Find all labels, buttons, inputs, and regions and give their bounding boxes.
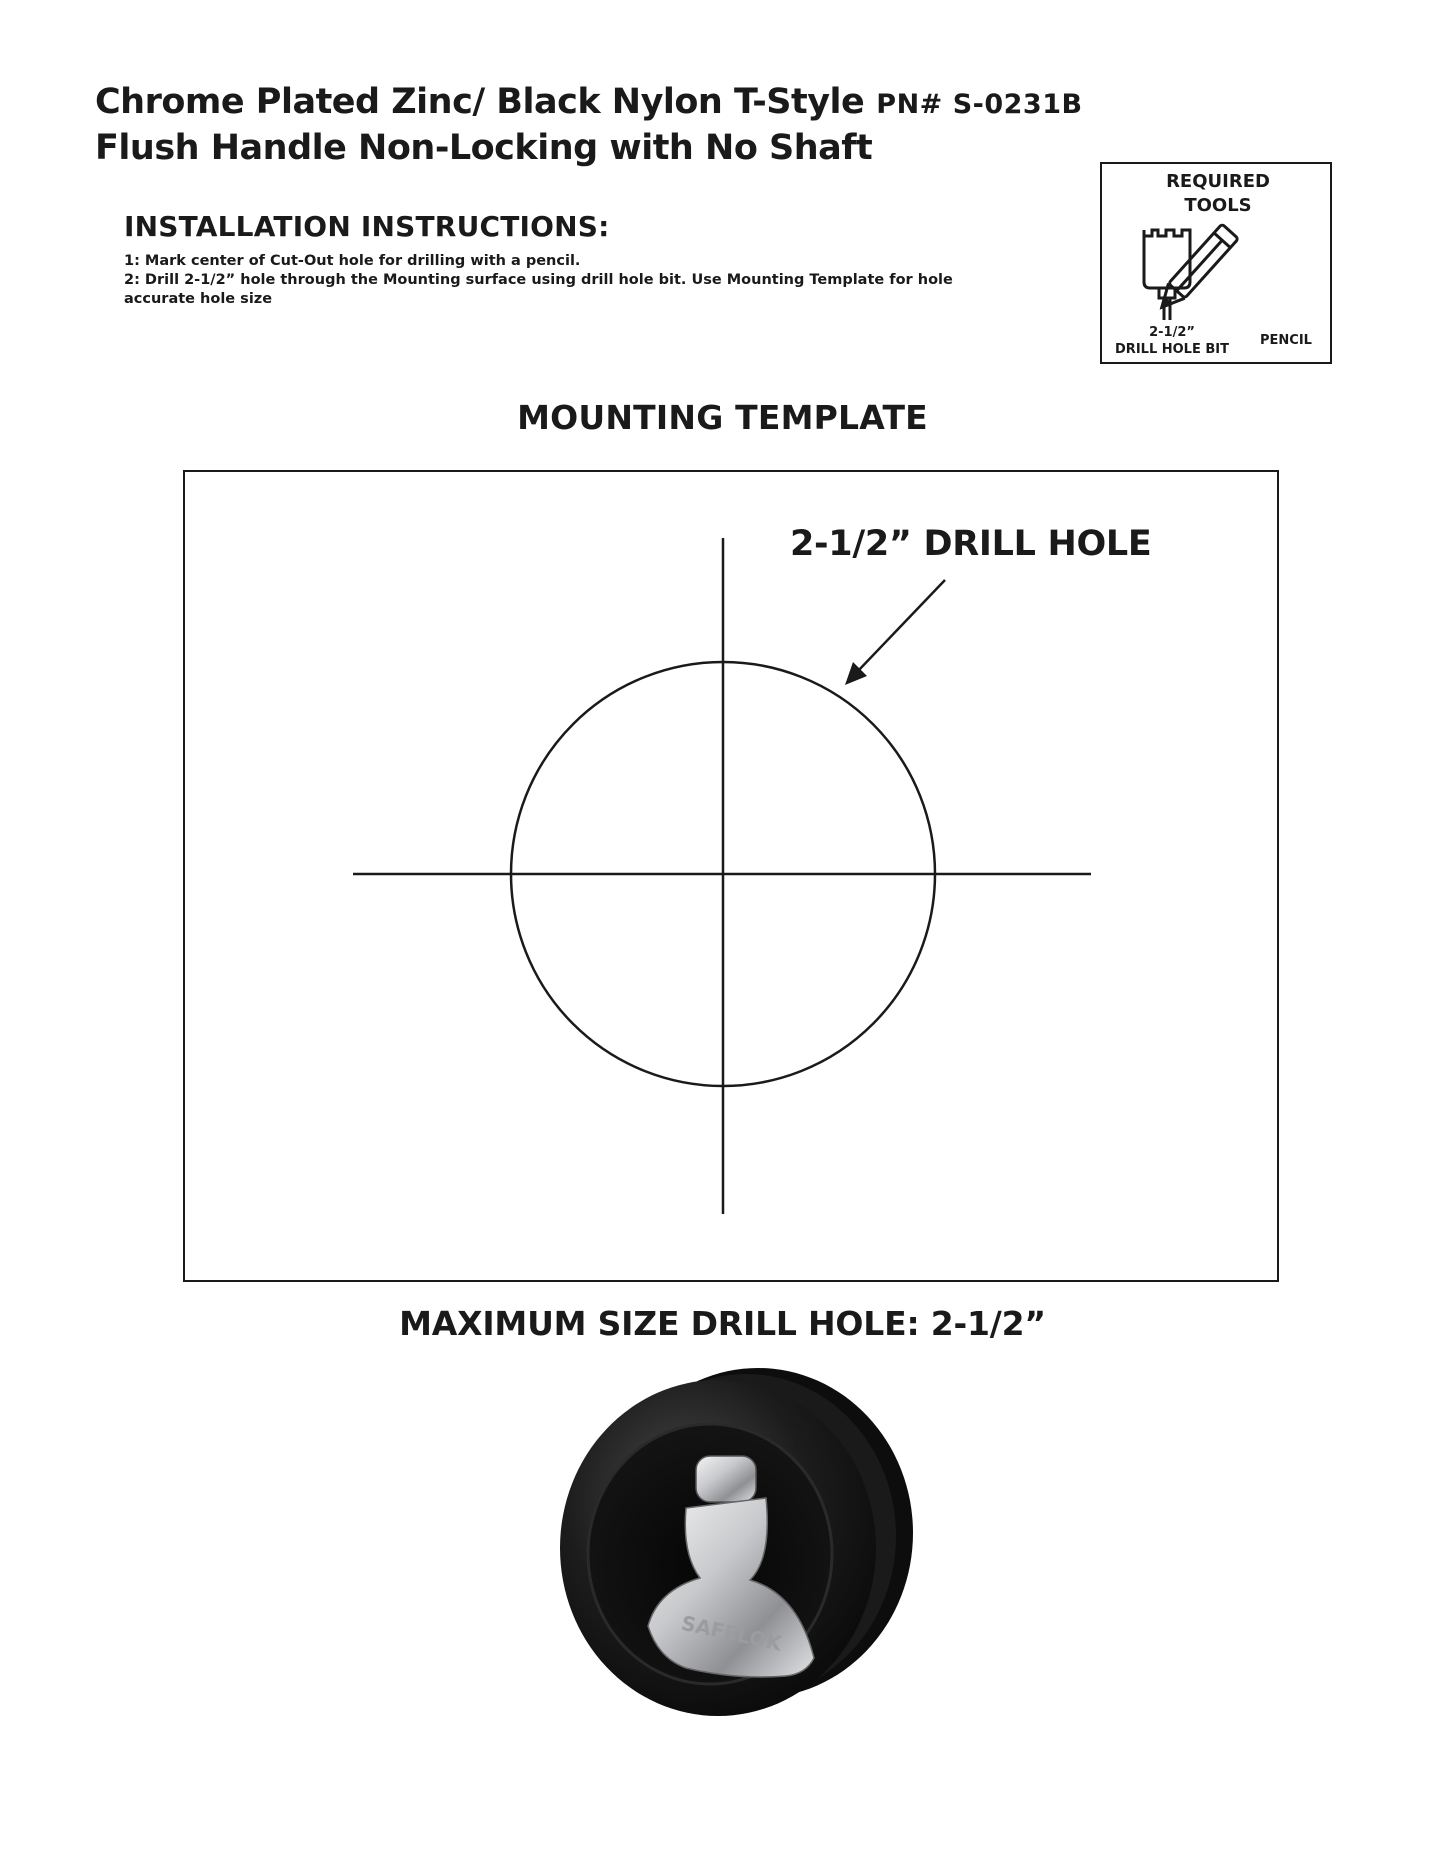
drill-hole-label: 2-1/2” DRILL HOLE	[790, 524, 1152, 564]
mounting-template-heading: MOUNTING TEMPLATE	[517, 398, 928, 437]
title-text: Chrome Plated Zinc/ Black Nylon T-Style	[95, 82, 865, 122]
drill-bit-size: 2-1/2”	[1149, 325, 1195, 340]
drill-bit-label	[1108, 324, 1236, 358]
instructions-steps	[124, 252, 1004, 309]
product-title-line1	[95, 82, 1083, 122]
mounting-template	[183, 470, 1279, 1282]
instruction-step-1: 1: Mark center of Cut-Out hole for drilling with a pencil.	[124, 253, 581, 269]
max-drill-size: MAXIMUM SIZE DRILL HOLE: 2-1/2”	[399, 1304, 1046, 1343]
template-drawing	[185, 472, 1281, 1284]
part-number: PN# S-0231B	[876, 89, 1083, 120]
arrow-icon	[845, 580, 945, 685]
brand-text: SAFELOK	[679, 1610, 784, 1656]
instructions-heading: INSTALLATION INSTRUCTIONS:	[124, 210, 610, 243]
instruction-step-2: 2: Drill 2-1/2” hole through the Mounting surface using drill hole bit. Use Mounting Template for hole accurate hole size	[124, 272, 953, 307]
product-title-line2: Flush Handle Non-Locking with No Shaft	[95, 128, 873, 168]
flush-handle-photo	[518, 1358, 918, 1758]
required-tools-box	[1100, 162, 1332, 364]
drill-bit-name: DRILL HOLE BIT	[1115, 342, 1229, 357]
pencil-label: PENCIL	[1260, 333, 1312, 348]
pencil-icon	[1154, 224, 1239, 315]
required-tools-heading: REQUIRED TOOLS	[1166, 171, 1270, 216]
product-photo	[518, 1358, 918, 1762]
